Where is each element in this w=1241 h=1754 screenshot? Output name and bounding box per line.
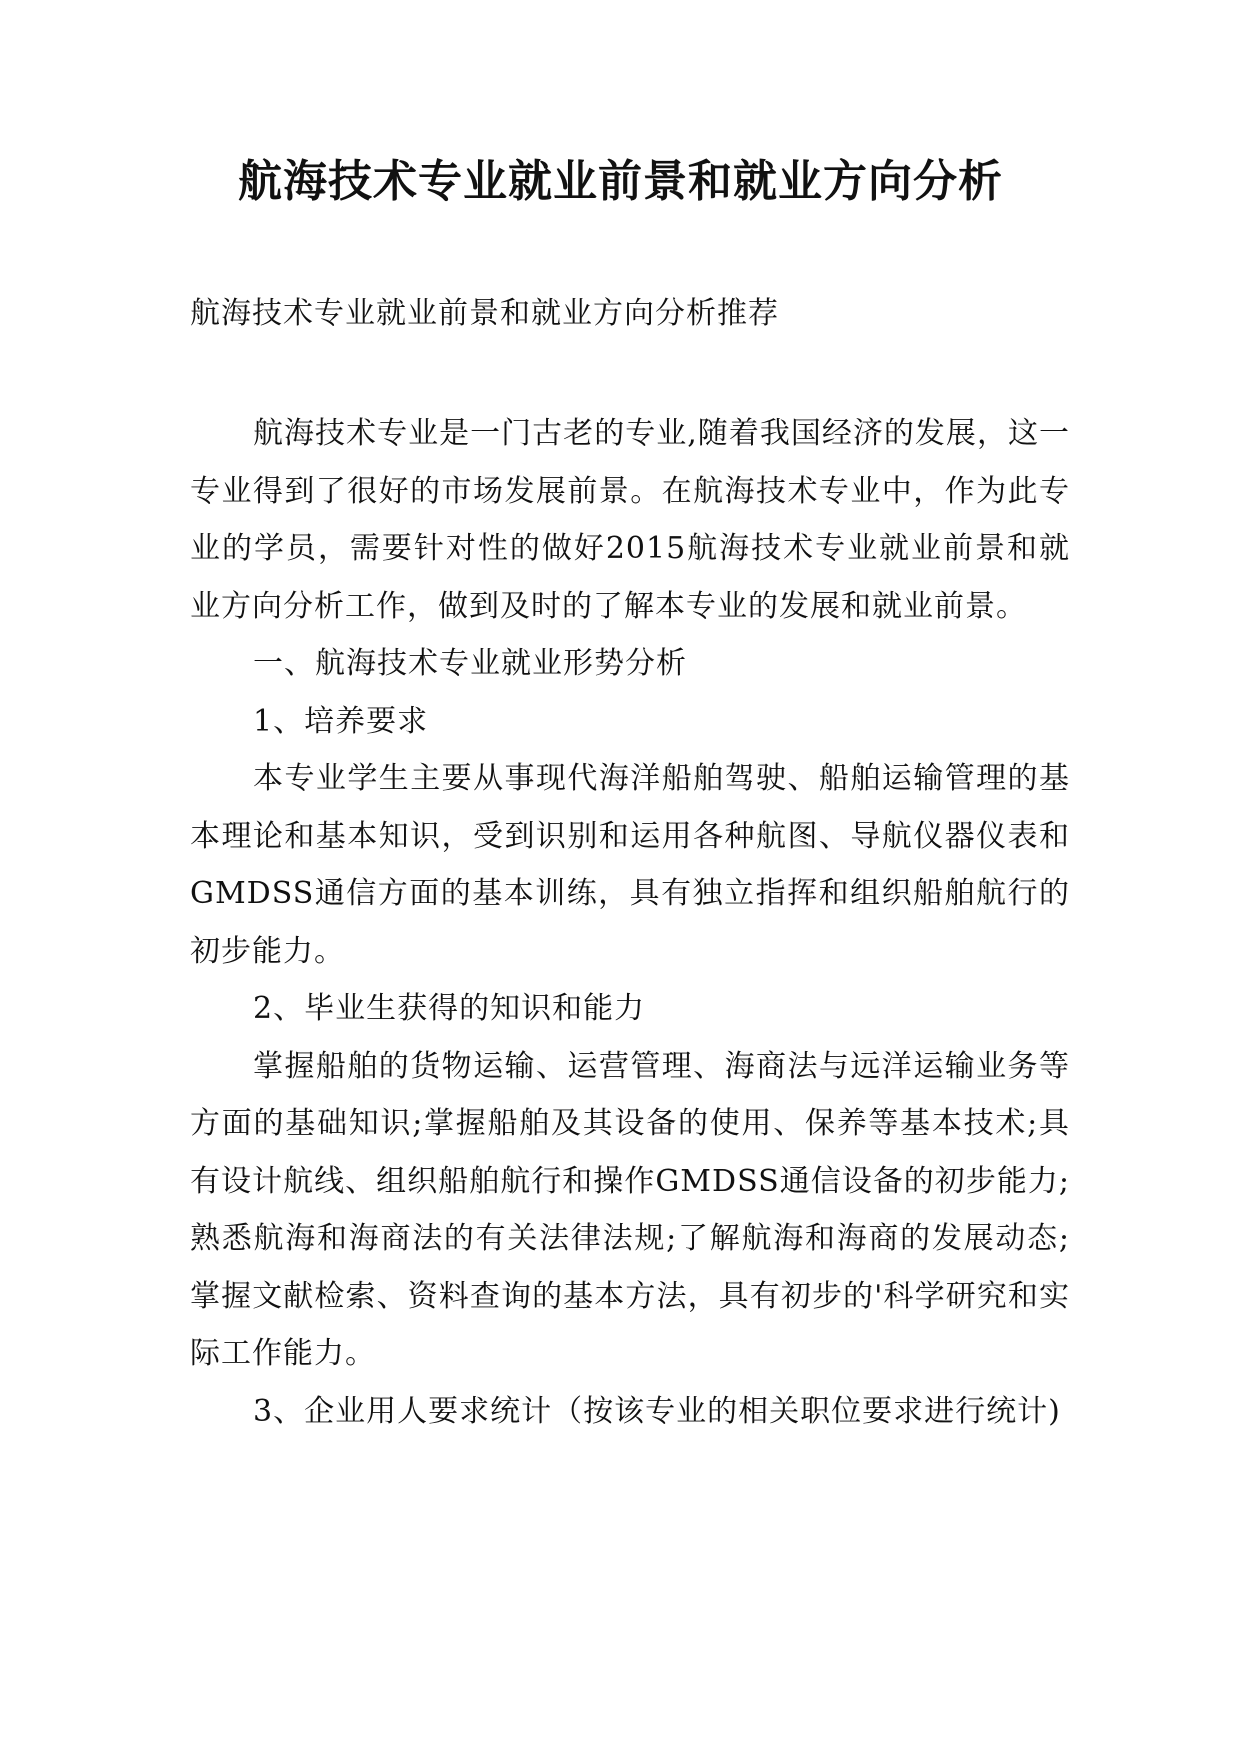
subheading-graduate-knowledge: 2、毕业生获得的知识和能力 bbox=[253, 991, 646, 1026]
subheading-training-requirements: 1、培养要求 bbox=[253, 703, 429, 739]
document-body bbox=[190, 405, 1070, 1440]
section-heading-employment-analysis: 一、航海技术专业就业形势分析 bbox=[253, 646, 687, 681]
paragraph-graduate-knowledge: 掌握船舶的货物运输、运营管理、海商法与远洋运输业务等方面的基础知识;掌握船舶及其设备的使用、保养等基本技术;具有设计航线、组织船舶航行和操作GMDSS通信设备的初步能力;熟悉航海和海商法的有关法律法规;了解航海和海商的发展动态;掌握文献检索、资料查询的基本方法，具有初步的'科学研究和实际工作能力。 bbox=[190, 1048, 1070, 1371]
document-title: 航海技术专业就业前景和就业方向分析 bbox=[238, 156, 1003, 207]
subheading-employer-requirements: 3、企业用人要求统计（按该专业的相关职位要求进行统计) bbox=[253, 1393, 1061, 1429]
paragraph-intro: 航海技术专业是一门古老的专业,随着我国经济的发展，这一专业得到了很好的市场发展前景。在航海技术专业中，作为此专业的学员，需要针对性的做好2015航海技术专业就业前景和就业方向分析工作，做到及时的了解本专业的发展和就业前景。 bbox=[190, 416, 1070, 624]
paragraph-training-requirements: 本专业学生主要从事现代海洋船舶驾驶、船舶运输管理的基本理论和基本知识，受到识别和运用各种航图、导航仪器仪表和GMDSS通信方面的基本训练，具有独立指挥和组织船舶航行的初步能力。 bbox=[190, 761, 1070, 969]
document-subtitle: 航海技术专业就业前景和就业方向分析推荐 bbox=[190, 296, 779, 331]
